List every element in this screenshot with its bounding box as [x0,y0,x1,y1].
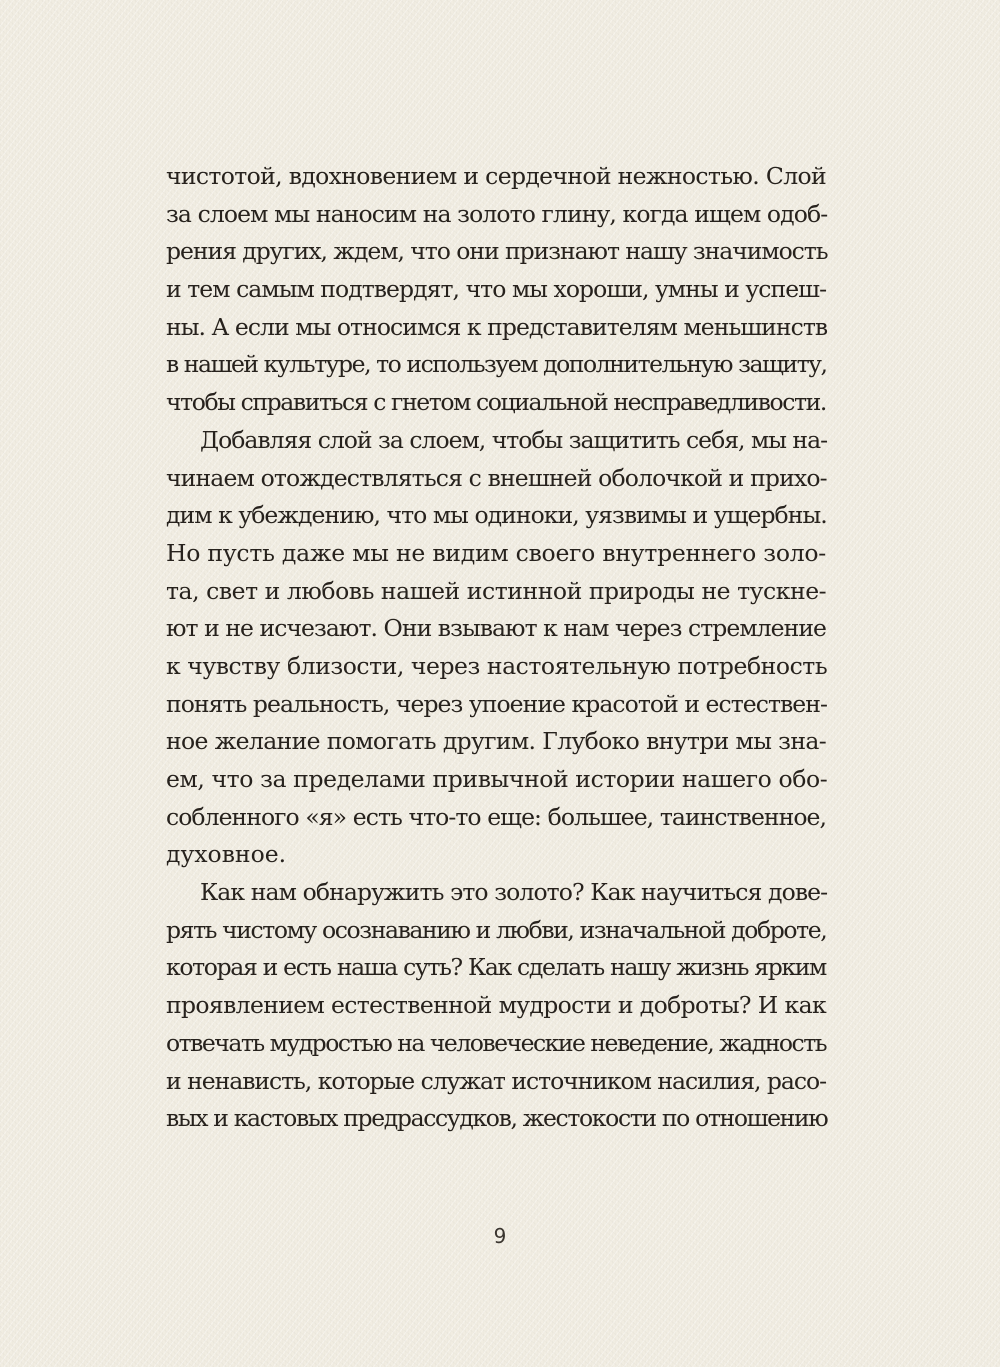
text-line: Добавляя слой за слоем, чтобы защитить себя, мы на- [200,425,828,454]
paragraph [166,422,826,874]
text-line: Как нам обнаружить это золото? Как научиться дове- [200,878,828,907]
text-line: чтобы справиться с гнетом социальной несправедливости. [166,388,826,417]
text-line: в нашей культуре, то используем дополнительную защиту, [166,350,827,379]
text-line: которая и есть наша суть? Как сделать нашу жизнь ярким [166,953,826,982]
text-line: к чувству близости, через настоятельную потребность [166,651,828,680]
text-line: ное желание помогать другим. Глубоко внутри мы зна- [166,727,826,756]
text-line: и ненависть, которые служат источником насилия, расо- [166,1066,826,1095]
text-line: собленного «я» есть что-то еще: большее, таинственное, [166,802,826,831]
text-line: ют и не исчезают. Они взывают к нам через стремление [166,614,826,643]
text-line: та, свет и любовь нашей истинной природы не тускне- [166,576,827,605]
text-line: дим к убеждению, что мы одиноки, уязвимы и ущербны. [166,501,827,530]
text-line: чистотой, вдохновением и сердечной нежностью. Слой [166,162,826,190]
body-text [166,158,826,1138]
text-line: духовное. [166,840,287,869]
text-line: за слоем мы наносим на золото глину, когда ищем одоб- [166,199,828,228]
text-line: ем, что за пределами привычной истории нашего обо- [166,765,828,793]
text-line: рения других, ждем, что они признают нашу значимость [166,237,828,266]
text-line: вых и кастовых предрассудков, жестокости по отношению [166,1104,828,1133]
paragraph [166,158,826,422]
paragraph [166,874,826,1138]
text-line: понять реальность, через упоение красотой и естествен- [166,689,827,718]
text-line: ны. А если мы относимся к представителям меньшинств [166,312,828,341]
page-number: 9 [493,1224,507,1248]
text-line: Но пусть даже мы не видим своего внутреннего золо- [166,538,826,567]
text-line: отвечать мудростью на человеческие неведение, жадность [166,1028,827,1057]
text-line: проявлением естественной мудрости и доброты? И как [166,991,826,1020]
text-line: и тем самым подтвердят, что мы хороши, умны и успеш- [166,275,827,304]
text-line: чинаем отождествляться с внешней оболочкой и прихо- [166,463,827,492]
text-line: рять чистому осознаванию и любви, изначальной доброте, [166,915,827,944]
